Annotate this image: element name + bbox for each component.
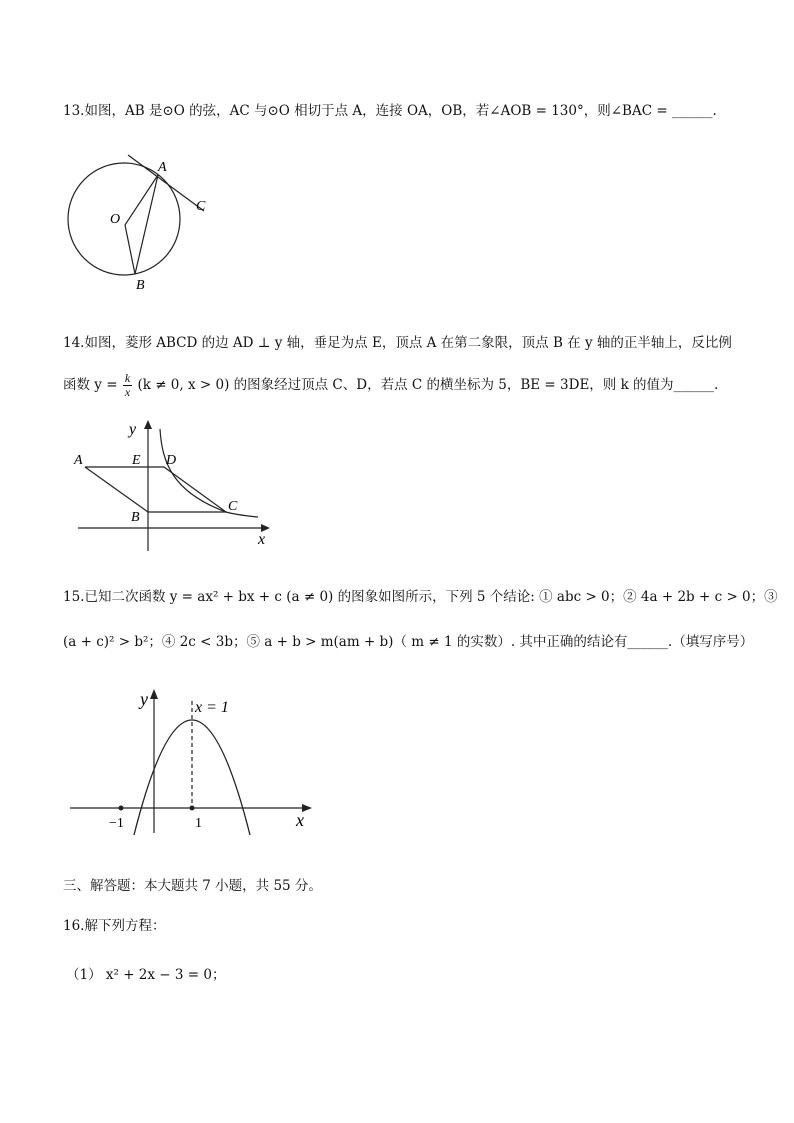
label-x: x [258,531,266,548]
q16-title: 16.解下列方程： [63,918,166,934]
y-axis-arrow-icon [144,420,152,429]
q15-line1: 15.已知二次函数 y = ax² + bx + c (a ≠ 0) 的图象如图所示，下列 5 个结论: ① abc > 0；② 4a + 2b + c > 0；③ [63,589,778,605]
label-d: D [166,453,177,468]
q14-frac-den: x [124,385,131,399]
q14-line2-prefix: 函数 y = [63,377,118,393]
label-o: O [110,212,121,227]
label-e: E [132,453,141,468]
chord-ab [135,175,158,274]
q13-figure [60,150,220,300]
point-1 [190,806,195,811]
q15-figure [64,683,324,843]
segment-ob [125,225,135,274]
label-a: A [158,160,167,175]
q14-fraction [123,372,132,399]
circle-o [68,163,180,275]
curve-y-k-over-x [160,429,258,517]
rhombus-abcd [85,467,226,512]
segment-oa [125,175,158,225]
q14-line2 [63,372,718,399]
q16-part1: （1） x² + 2x − 3 = 0； [66,967,226,983]
label-neg1: −1 [109,816,124,831]
label-1: 1 [195,816,202,831]
label-axis-x-eq-1: x = 1 [195,699,229,716]
label-y: y [129,421,137,438]
label-c: C [196,199,206,214]
label-y: y [140,689,148,709]
label-x: x [296,810,304,830]
q13-text: 13.如图，AB 是⊙O 的弦，AC 与⊙O 相切于点 A，连接 OA，OB，若∠AOB = 130°，则∠BAC = ______. [63,103,717,119]
section-heading: 三、解答题：本大题共 7 小题，共 55 分。 [63,878,322,894]
q14-line1: 14.如图，菱形 ABCD 的边 AD ⊥ y 轴，垂足为点 E，顶点 A 在第二象限，顶点 B 在 y 轴的正半轴上，反比例 [63,335,732,351]
q15-line2: (a + c)² > b²；④ 2c < 3b；⑤ a + b > m(am + b)（ m ≠ 1 的实数）. 其中正确的结论有______.（填写序号） [63,634,754,650]
point-neg1 [119,806,124,811]
q14-line2-suffix: (k ≠ 0, x > 0) 的图象经过顶点 C、D，若点 C 的横坐标为 5，BE = 3DE，则 k 的值为______. [137,377,719,393]
label-c: C [228,499,238,514]
q14-frac-num: k [124,371,131,385]
q14-figure [72,417,292,557]
label-b: B [131,510,140,525]
label-a: A [74,453,83,468]
label-b: B [136,278,145,293]
y-axis-arrow-icon [150,689,158,699]
